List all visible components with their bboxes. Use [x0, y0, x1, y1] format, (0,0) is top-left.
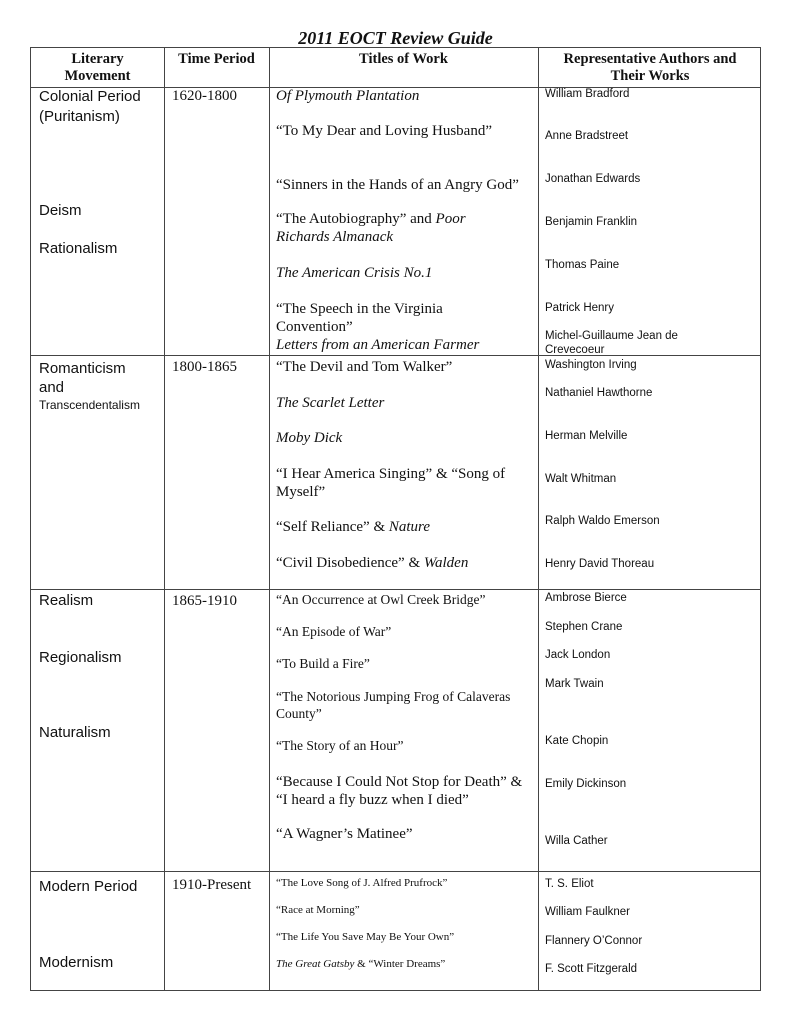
header-authors-line2: Their Works [610, 68, 690, 84]
work-title-part: “Civil Disobedience” & [276, 555, 424, 571]
movement-label: Colonial Period [39, 88, 141, 105]
author: William Faulkner [545, 906, 630, 918]
work-title: “The Story of an Hour” [276, 738, 404, 753]
movement-label: Naturalism [39, 724, 111, 741]
row-divider [31, 355, 760, 356]
work-title: “An Occurrence at Owl Creek Bridge” [276, 592, 486, 607]
movement-label: Realism [39, 592, 94, 609]
author: Patrick Henry [545, 302, 615, 314]
work-title [276, 336, 479, 354]
author: Emily Dickinson [545, 778, 627, 790]
work-title [276, 264, 432, 282]
work-title: “To Build a Fire” [276, 656, 370, 671]
work-title: “I heard a fly buzz when I died” [276, 792, 469, 808]
work-title [276, 518, 430, 536]
movement-label: Transcendentalism [39, 398, 140, 412]
author: Jonathan Edwards [545, 173, 641, 185]
author: Willa Cather [545, 835, 608, 847]
author: Henry David Thoreau [545, 558, 655, 570]
movement-label: Romanticism [39, 360, 126, 377]
movement-label: (Puritanism) [39, 108, 120, 125]
work-title-italic: Nature [388, 519, 430, 535]
header-period: Time Period [178, 51, 255, 67]
work-title [276, 958, 445, 970]
movement-label: Regionalism [39, 649, 122, 666]
work-title: “The Devil and Tom Walker” [276, 359, 453, 375]
movement-label: Modernism [39, 954, 114, 971]
time-period: 1800-1865 [172, 359, 237, 375]
work-title: “An Episode of War” [276, 624, 392, 639]
work-title-italic: Moby Dick [276, 430, 343, 446]
column-divider [538, 48, 539, 990]
author: Walt Whitman [545, 473, 617, 485]
work-title [276, 210, 466, 228]
author: Mark Twain [545, 678, 604, 690]
header-movement-line2: Movement [64, 68, 131, 84]
author: Jack London [545, 649, 611, 661]
author: Crevecoeur [545, 344, 605, 356]
author: Benjamin Franklin [545, 216, 638, 228]
work-title: “The Life You Save May Be Your Own” [276, 931, 455, 943]
work-title-part: & “Winter Dreams” [354, 958, 446, 970]
movement-label: Deism [39, 202, 82, 219]
movement-label: and [39, 379, 65, 396]
author: Kate Chopin [545, 735, 609, 747]
author: Nathaniel Hawthorne [545, 387, 653, 399]
work-title-part: “Self Reliance” & [276, 519, 389, 535]
author: William Bradford [545, 88, 630, 100]
work-title: “A Wagner’s Matinee” [276, 826, 413, 842]
header-authors [538, 51, 762, 85]
work-title-italic: The American Crisis No.1 [276, 265, 433, 281]
header-authors-line1: Representative Authors and [563, 51, 737, 67]
author: Anne Bradstreet [545, 130, 629, 142]
work-title [276, 429, 342, 447]
row-divider [31, 871, 760, 872]
work-title [276, 554, 468, 572]
work-title: Myself” [276, 484, 326, 500]
author: Flannery O’Connor [545, 935, 643, 947]
work-title: “Sinners in the Hands of an Angry God” [276, 177, 519, 193]
work-title: “Race at Morning” [276, 904, 360, 916]
work-title-italic: The Scarlet Letter [276, 395, 385, 411]
author: Herman Melville [545, 430, 628, 442]
work-title-italic: The Great Gatsby [276, 958, 355, 970]
header-movement [31, 51, 164, 85]
work-title-italic: Richards Almanack [276, 229, 394, 245]
author: F. Scott Fitzgerald [545, 963, 638, 975]
work-title: “The Speech in the Virginia [276, 301, 443, 317]
review-table [30, 47, 761, 991]
work-title [276, 394, 384, 412]
author: Stephen Crane [545, 621, 623, 633]
header-movement-line1: Literary [71, 51, 124, 67]
author: Thomas Paine [545, 259, 620, 271]
work-title: “The Notorious Jumping Frog of Calaveras [276, 689, 511, 704]
document-title: 2011 EOCT Review Guide [298, 28, 493, 48]
work-title: County” [276, 706, 322, 721]
author: Ralph Waldo Emerson [545, 515, 660, 527]
work-title: “To My Dear and Loving Husband” [276, 123, 492, 139]
time-period: 1910-Present [172, 877, 252, 893]
column-divider [164, 48, 165, 990]
author: Michel-Guillaume Jean de [545, 330, 678, 342]
work-title-italic: Walden [423, 555, 469, 571]
work-title-italic: Of Plymouth Plantation [276, 88, 420, 104]
author: Ambrose Bierce [545, 592, 627, 604]
movement-label: Rationalism [39, 240, 118, 257]
work-title [276, 228, 393, 246]
work-title: Convention” [276, 319, 353, 335]
header-titles: Titles of Work [359, 51, 448, 67]
work-title-italic: Letters from an American Farmer [276, 337, 480, 353]
row-divider [31, 589, 760, 590]
work-title [276, 87, 419, 105]
time-period: 1620-1800 [172, 88, 237, 104]
column-divider [269, 48, 270, 990]
work-title: “I Hear America Singing” & “Song of [276, 466, 506, 482]
author: T. S. Eliot [545, 878, 594, 890]
movement-label: Modern Period [39, 878, 138, 895]
time-period: 1865-1910 [172, 593, 237, 609]
work-title-italic: Poor [435, 211, 466, 227]
work-title: “The Love Song of J. Alfred Prufrock” [276, 877, 448, 889]
author: Washington Irving [545, 359, 637, 371]
work-title-part: “The Autobiography” and [276, 211, 436, 227]
work-title: “Because I Could Not Stop for Death” & [276, 774, 523, 790]
